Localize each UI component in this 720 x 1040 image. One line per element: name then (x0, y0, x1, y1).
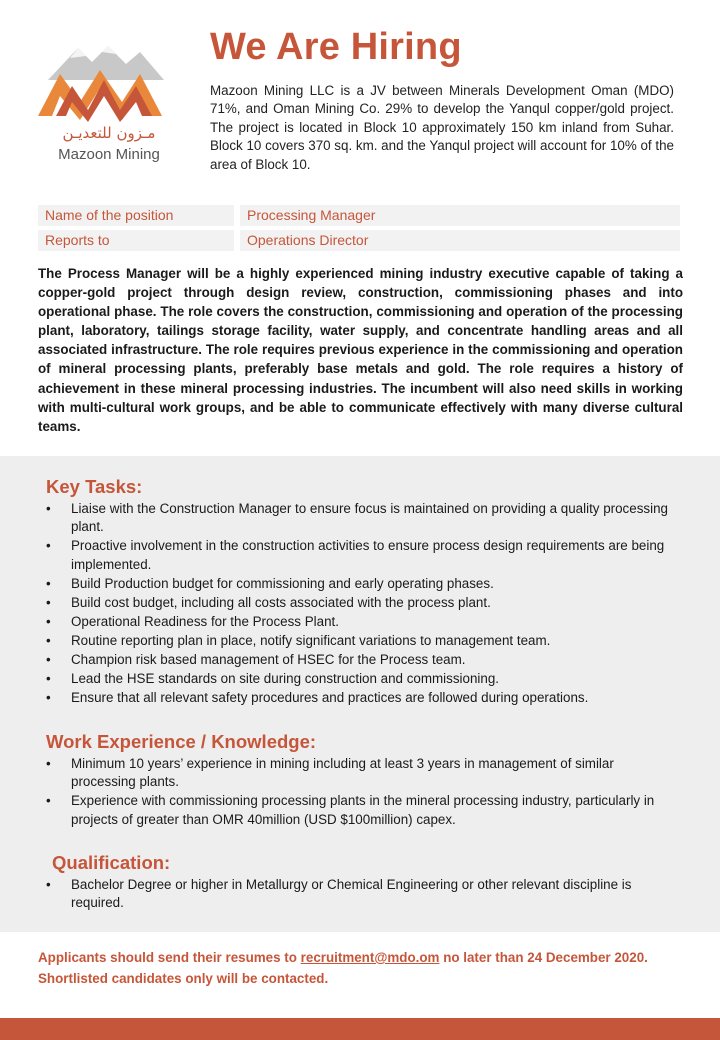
position-label: Name of the position (38, 205, 234, 226)
apply-deadline: no later than 24 December 2020. (439, 950, 648, 965)
bullet-icon: • (46, 594, 51, 610)
list-item-text: Routine reporting plan in place, notify significant variations to management team. (71, 632, 551, 648)
list-item-text: Build cost budget, including all costs associated with the process plant. (71, 594, 491, 610)
experience-list (46, 755, 673, 830)
list-item-text: Bachelor Degree or higher in Metallurgy or Chemical Engineering or other relevant discipline is required. (71, 877, 632, 911)
experience-heading: Work Experience / Knowledge: (46, 731, 317, 752)
list-item-text: Champion risk based management of HSEC for the Process team. (71, 651, 466, 667)
list-item (46, 689, 673, 707)
bullet-icon: • (46, 575, 51, 591)
list-item-text: Build Production budget for commissioning and early operating phases. (71, 575, 494, 591)
qualification-heading: Qualification: (52, 852, 171, 873)
list-item-text: Operational Readiness for the Process Plant. (71, 613, 339, 629)
reports-to-label: Reports to (38, 230, 234, 251)
position-value: Processing Manager (240, 205, 680, 226)
list-item (46, 500, 673, 537)
bullet-icon: • (46, 501, 51, 516)
bullet-icon: • (46, 613, 51, 629)
key-tasks-heading: Key Tasks: (46, 476, 143, 497)
bullet-icon: • (46, 670, 51, 686)
footer-bar (0, 1018, 720, 1040)
key-tasks-list (46, 500, 673, 708)
list-item-text: Liaise with the Construction Manager to ensure focus is maintained on providing a quality processing plant. (71, 501, 668, 535)
logo-mountain-mark (30, 40, 180, 122)
list-item (46, 632, 673, 650)
logo-company-name: Mazoon Mining (58, 146, 160, 163)
bullet-icon: • (46, 651, 51, 667)
logo-arabic-name: مـزون للتعديـن (62, 124, 156, 142)
position-table (38, 205, 680, 255)
bullet-icon: • (46, 632, 51, 648)
list-item (46, 670, 673, 688)
mazoon-mining-logo (30, 40, 190, 170)
reports-to-value: Operations Director (240, 230, 680, 251)
list-item-text: Experience with commissioning processing plants in the mineral processing industry, particularly in projects of greater than OMR 40million (USD $100million) capex. (71, 793, 655, 827)
list-item (46, 755, 673, 792)
qualification-list (46, 876, 673, 913)
bullet-icon: • (46, 793, 51, 809)
list-item-text: Lead the HSE standards on site during construction and commissioning. (71, 670, 499, 686)
bullet-icon: • (46, 689, 51, 705)
bullet-icon: • (46, 538, 51, 554)
bullet-icon: • (46, 756, 51, 771)
list-item (46, 537, 673, 574)
bullet-icon: • (46, 877, 51, 892)
recruitment-email-link[interactable]: recruitment@mdo.om (300, 950, 440, 965)
list-item (46, 876, 673, 913)
list-item-text: Proactive involvement in the construction activities to ensure process design requirements are being implemented. (71, 538, 665, 572)
list-item (46, 792, 673, 829)
list-item (46, 575, 673, 593)
company-intro: Mazoon Mining LLC is a JV between Minerals Development Oman (MDO) 71%, and Oman Mining Co. 29% to develop the Yanqul copper/gold project. The project is located in Block 10 approximately 150 km inland from Suhar. Block 10 covers 370 sq. km. and the Yanqul project will account for 10% of the area of Block 10. (210, 83, 674, 172)
list-item-text: Ensure that all relevant safety procedures and practices are followed during operations. (71, 689, 589, 705)
page-title: We Are Hiring (210, 26, 462, 68)
apply-prefix: Applicants should send their resumes to (38, 950, 301, 965)
list-item (46, 594, 673, 612)
list-item (46, 613, 673, 631)
header (0, 0, 720, 195)
application-instructions (38, 948, 708, 989)
role-summary: The Process Manager will be a highly experienced mining industry executive capable of taking a copper-gold project through design review, construction, commissioning phases and into operational phase. The role covers the construction, commissioning and operation of the processing plant, laboratory, tailings storage facility, water supply, and concentrate handling areas and all associated infrastructure. The role requires previous experience in the commissioning and operation of mineral processing plants, preferably base metals and gold. The role requires a history of achievement in these mineral processing industries. The incumbent will also need skills in working with multi-cultural work groups, and be able to communicate effectively with many diverse cultural teams. (38, 266, 683, 434)
list-item-text: Minimum 10 years’ experience in mining including at least 3 years in management of similar processing plants. (71, 756, 614, 790)
position-row (38, 205, 680, 226)
reports-to-row (38, 230, 680, 251)
apply-shortlist-note: Shortlisted candidates only will be contacted. (38, 970, 329, 986)
list-item (46, 651, 673, 669)
